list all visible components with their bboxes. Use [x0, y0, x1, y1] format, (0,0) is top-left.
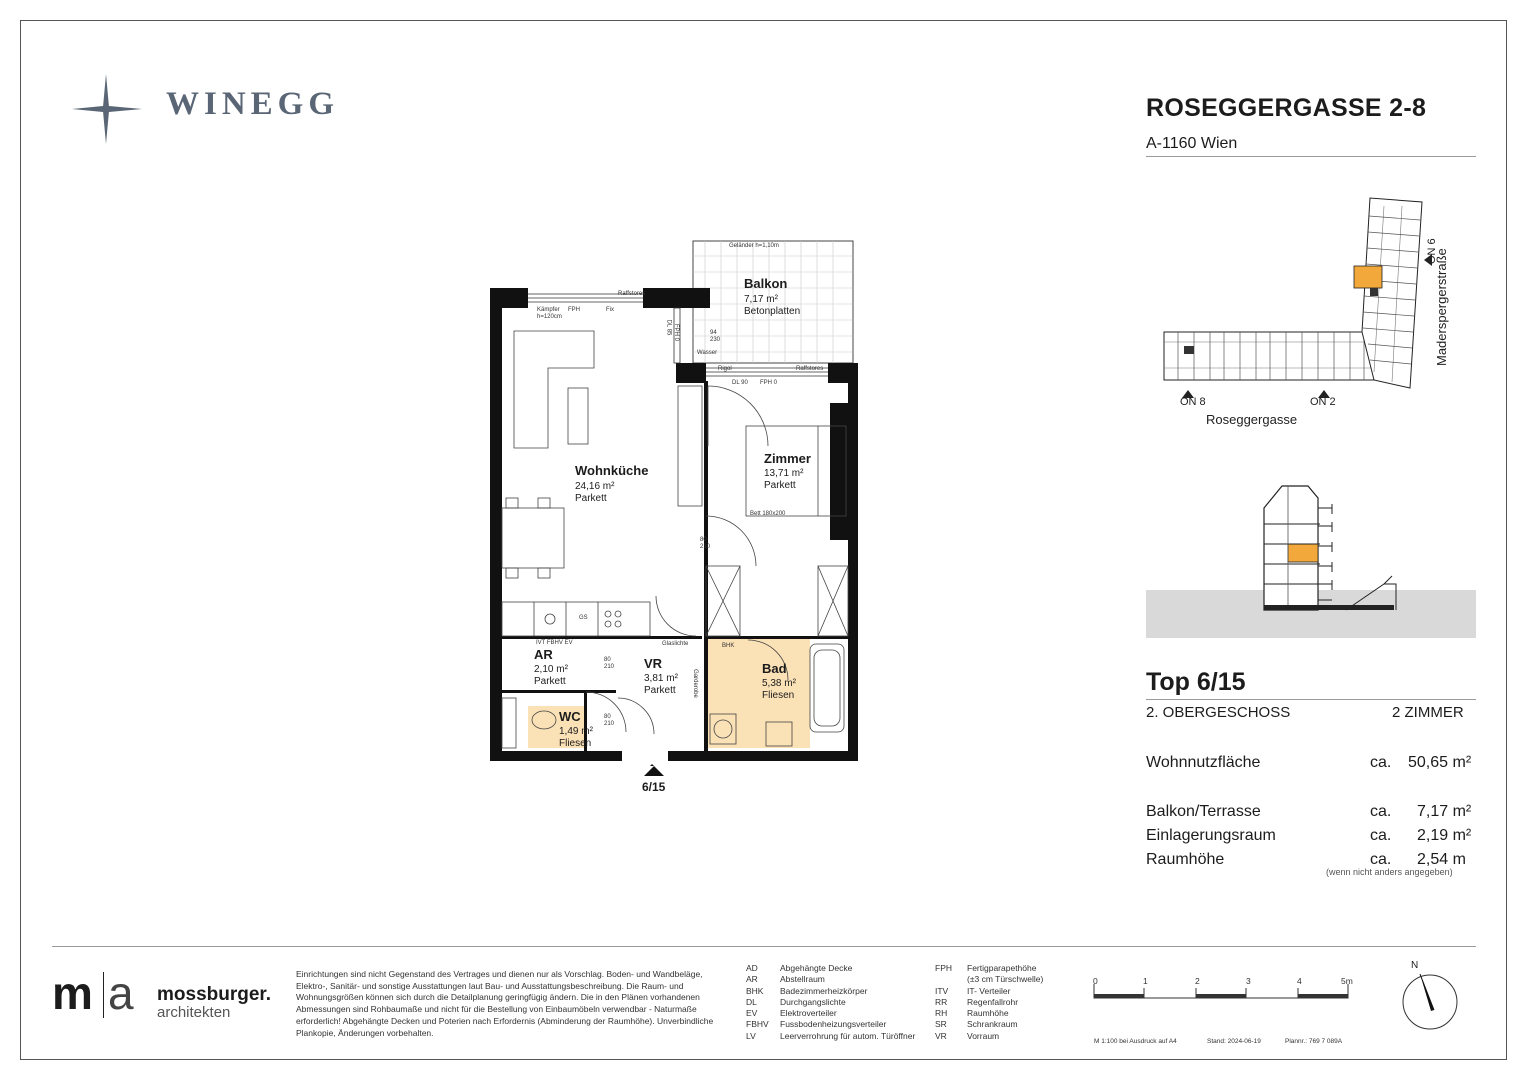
- scale-tick: 3: [1246, 976, 1251, 986]
- plan-dimension: 80 210: [604, 657, 615, 670]
- legend-text: Vorraum: [967, 1030, 1000, 1041]
- room-floor: Fliesen: [559, 738, 592, 749]
- plan-note: FPH 0: [673, 323, 680, 342]
- unit-highlight: [1354, 266, 1382, 288]
- scale-tick: 2: [1195, 976, 1200, 986]
- room-area: 3,81 m²: [644, 673, 678, 684]
- plan-note: Raffstores: [796, 366, 824, 372]
- legend-abbr: FBHV: [746, 1019, 769, 1030]
- room-count: 2 ZIMMER: [1392, 704, 1464, 721]
- legend-text: Fussbodenheizungsverteiler: [780, 1019, 887, 1030]
- scale-ratio: M 1:100 bei Ausdruck auf A4: [1094, 1038, 1177, 1045]
- legend-abbr: LV: [746, 1030, 756, 1041]
- room-floor: Betonplatten: [744, 306, 801, 317]
- info-value: 7,17 m²: [1417, 803, 1472, 820]
- plan-number: Plannr.: 769 7 089A: [1285, 1038, 1343, 1045]
- footer-divider: [52, 946, 1476, 947]
- legend-text: Abgehängte Decke: [780, 963, 853, 973]
- logo-divider: [103, 972, 104, 1018]
- disclaimer-text: Einrichtungen sind nicht Gegenstand des Vertrages und dienen nur als Vorschlag. Boden- und Wandbeläge, Elektro-, Sanitär- und sonstige Ausstattungen laut Bau- und Ausstattungsbeschreibung. Die Raum- und Wohnungsgrößen können sich durch die Detailplanung geringfügig ändern. Die in den Plänen vorhandenen Abmessungen sind Rohbaumaße und nicht für die Bestellung von Einbaumöbeln verwendbar - Naturmaße erforderlich! Abgehängte Decken und Poterien nach Erfordernis (Abminderung der Raumhöhe). Unverbindliche Plankopie, Änderungen vorbehalten.: [296, 969, 714, 1038]
- legend-abbr: RR: [935, 996, 948, 1007]
- info-ca: ca.: [1370, 827, 1392, 844]
- info-label: Wohnnutzfläche: [1146, 754, 1261, 771]
- plan-note: GS: [579, 615, 588, 621]
- legend-abbr: BHK: [746, 985, 764, 996]
- plan-note: DL 85: [665, 319, 672, 336]
- plan-note: IVT FBHV EV: [536, 640, 573, 646]
- architect-sub: architekten: [157, 1004, 231, 1021]
- plan-dimension: 94 230: [710, 330, 721, 343]
- legend-text-col-2: [967, 963, 1043, 1042]
- info-value: 2,19 m²: [1417, 827, 1472, 844]
- plan-note: BHK: [722, 643, 735, 649]
- apartment-title: Top 6/15: [1146, 668, 1246, 696]
- plan-dimension: 80 210: [604, 714, 615, 727]
- north-arrow-icon: [1398, 968, 1462, 1032]
- legend-text: IT- Verteiler: [967, 985, 1011, 996]
- info-label: Raumhöhe: [1146, 851, 1225, 868]
- info-value: 2,54 m: [1417, 851, 1466, 868]
- floor-highlight: [1288, 544, 1318, 562]
- room-name: VR: [644, 656, 663, 671]
- room-floor: Parkett: [644, 685, 676, 696]
- info-ca: ca.: [1370, 803, 1392, 820]
- site-plan: [1158, 192, 1478, 412]
- legend-abbr-col-1: [746, 963, 769, 1042]
- street-label: Maderspergerstraße: [1434, 248, 1449, 366]
- architect-logo-m: m: [52, 967, 93, 1019]
- legend-abbr: ITV: [935, 985, 949, 996]
- room-name: Balkon: [744, 276, 788, 291]
- entry-label: 6/15: [642, 780, 666, 794]
- plan-note: Raffstores: [618, 291, 646, 297]
- bath-highlight: [708, 636, 810, 748]
- legend-abbr: VR: [935, 1030, 947, 1041]
- room-name: Wohnküche: [575, 463, 649, 478]
- compass-star-icon: [72, 74, 144, 144]
- legend-text: Leerverrohrung für autom. Türöffner: [780, 1030, 916, 1041]
- address-title: ROSEGGERGASSE 2-8: [1146, 94, 1427, 122]
- scale-tick: 4: [1297, 976, 1302, 986]
- plan-note: FPH: [568, 307, 580, 313]
- north-label: N: [1411, 960, 1419, 971]
- room-area: 1,49 m²: [559, 726, 593, 737]
- architect-name: mossburger.: [157, 984, 272, 1005]
- plan-note: Garderobe: [691, 669, 698, 698]
- plan-date: Stand: 2024-06-19: [1207, 1038, 1261, 1045]
- legend-abbr: DL: [746, 996, 757, 1007]
- architect-logo-a: a: [108, 967, 134, 1019]
- room-area: 7,17 m²: [744, 294, 778, 305]
- room-floor: Parkett: [534, 676, 566, 687]
- info-label: Balkon/Terrasse: [1146, 803, 1261, 820]
- room-area: 24,16 m²: [575, 481, 615, 492]
- legend-text: Elektroverteiler: [780, 1008, 837, 1019]
- plan-note: Glaslichte: [662, 641, 689, 647]
- divider: [1146, 156, 1476, 157]
- plan-note: Kämpfer h=120cm: [537, 307, 562, 320]
- entrance-label: ON 2: [1310, 396, 1336, 408]
- plan-note: Bett 180x200: [750, 511, 786, 517]
- floor-level: 2. OBERGESCHOSS: [1146, 704, 1291, 721]
- scale-tick: 0: [1093, 976, 1098, 986]
- legend-abbr: [935, 974, 952, 985]
- legend-text: Abstellraum: [780, 974, 825, 985]
- legend-text-col-1: [780, 963, 915, 1042]
- legend-abbr-col-2: [935, 963, 952, 1042]
- scale-tick: 1: [1143, 976, 1148, 986]
- legend-text: Fertigparapethöhe: [967, 963, 1037, 973]
- legend-abbr: EV: [746, 1008, 758, 1019]
- plan-note: Rigol: [718, 366, 732, 372]
- room-floor: Fliesen: [762, 690, 795, 701]
- legend-text: Durchgangslichte: [780, 996, 846, 1007]
- info-ca: ca.: [1370, 851, 1392, 868]
- plan-note: Wasser: [697, 350, 718, 356]
- legend-text: Schrankraum: [967, 1019, 1018, 1030]
- room-area: 2,10 m²: [534, 664, 568, 675]
- plan-note: FPH 0: [760, 380, 778, 386]
- legend-abbr: AD: [746, 963, 758, 973]
- plan-note: DL 90: [732, 380, 748, 386]
- brand-logo-text: WINEGG: [166, 86, 340, 122]
- room-floor: Parkett: [764, 480, 796, 491]
- info-note: (wenn nicht anders angegeben): [1326, 867, 1453, 877]
- divider: [1146, 699, 1476, 700]
- legend-abbr: RH: [935, 1008, 948, 1019]
- legend-text: Raumhöhe: [967, 1008, 1009, 1019]
- room-name: Zimmer: [764, 451, 811, 466]
- legend-abbr: AR: [746, 974, 758, 985]
- legend-abbr: FPH: [935, 963, 952, 973]
- info-label: Einlagerungsraum: [1146, 827, 1276, 844]
- room-name: AR: [534, 647, 553, 662]
- entrance-label: ON 8: [1180, 396, 1206, 408]
- entrance-arrow-icon: [644, 766, 664, 776]
- room-floor: Parkett: [575, 493, 607, 504]
- legend-text: (±3 cm Türschwelle): [967, 974, 1044, 985]
- info-value: 50,65 m²: [1408, 754, 1472, 771]
- plan-dimension: 80 210: [700, 537, 711, 550]
- room-name: WC: [559, 709, 581, 724]
- scale-tick: 5m: [1341, 976, 1353, 986]
- room-area: 5,38 m²: [762, 678, 796, 689]
- legend-abbr: SR: [935, 1019, 947, 1030]
- legend-text: Badezimmerheizkörper: [780, 985, 868, 996]
- address-city: A-1160 Wien: [1146, 135, 1238, 152]
- section-view: [1146, 480, 1476, 640]
- room-area: 13,71 m²: [764, 468, 804, 479]
- street-label: Roseggergasse: [1206, 412, 1298, 427]
- entrance-label: ON 6: [1426, 238, 1438, 264]
- plan-note: Geländer h=1,10m: [729, 243, 779, 249]
- legend-text: Regenfallrohr: [967, 996, 1019, 1007]
- info-ca: ca.: [1370, 754, 1392, 771]
- room-name: Bad: [762, 661, 787, 676]
- plan-note: Fix: [606, 307, 614, 313]
- scale-bar: [1092, 984, 1354, 1000]
